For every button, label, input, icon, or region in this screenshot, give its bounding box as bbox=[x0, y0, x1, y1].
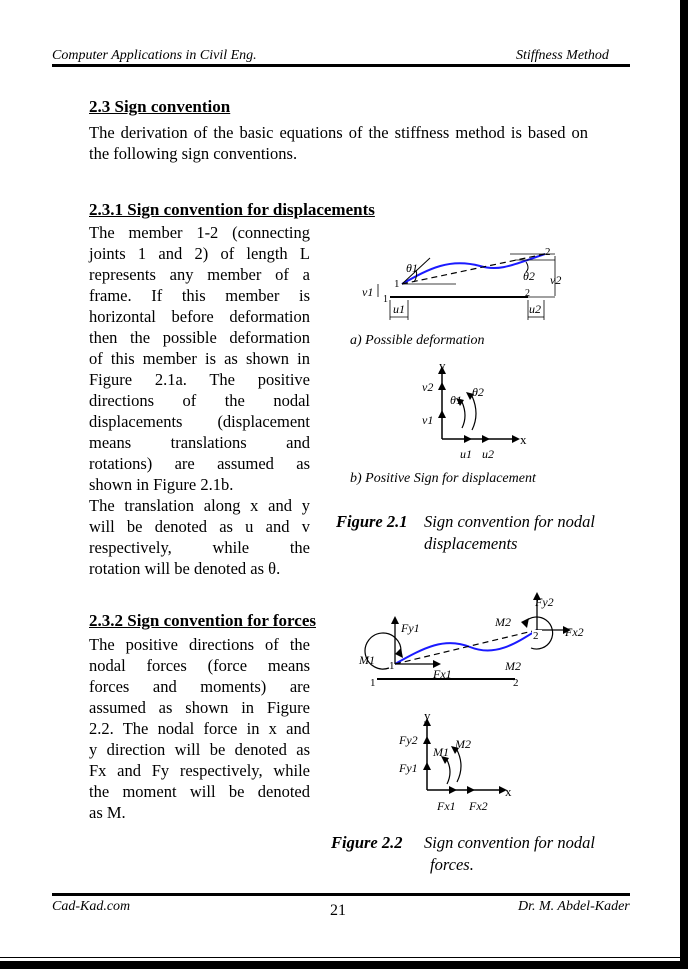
label-u2: u2 bbox=[529, 302, 541, 316]
label-fy2: Fy2 bbox=[399, 733, 418, 747]
header-rule bbox=[52, 64, 630, 67]
label-theta2: θ2 bbox=[472, 385, 484, 399]
displacements-line: joints 1 and 2) of length L bbox=[89, 244, 310, 263]
forces-line: nodal forces (force means bbox=[89, 656, 310, 675]
forces-line: assumed as shown in Figure bbox=[89, 698, 310, 717]
figure-2-2-sign-diagram bbox=[395, 710, 525, 815]
footer-rule bbox=[52, 893, 630, 896]
label-m2: M2 bbox=[455, 737, 471, 751]
forces-line: 2.2. The nodal force in x and bbox=[89, 719, 310, 738]
figure-2-2-text-2: forces. bbox=[430, 855, 474, 874]
caption-a: a) Possible deformation bbox=[350, 333, 485, 348]
displacements-line: respectively, while the bbox=[89, 538, 310, 557]
label-y: y bbox=[439, 362, 446, 373]
figure-2-1-label: Figure 2.1 bbox=[336, 512, 408, 531]
label-v2: v2 bbox=[550, 273, 562, 287]
label-u1: u1 bbox=[460, 447, 472, 461]
page-edge-line bbox=[0, 957, 688, 958]
label-fy2: Fy2 bbox=[535, 595, 554, 609]
forces-line: The positive directions of the bbox=[89, 635, 310, 654]
displacements-paragraph bbox=[89, 222, 310, 579]
page-number: 21 bbox=[330, 902, 346, 919]
displacements-title: 2.3.1 Sign convention for displacements bbox=[89, 200, 375, 219]
displacements-line: then the possible deformation bbox=[89, 328, 310, 347]
displacements-line: of this member is as shown in bbox=[89, 349, 310, 368]
header-left: Computer Applications in Civil Eng. bbox=[52, 48, 257, 63]
displacements-line: means translations and bbox=[89, 433, 310, 452]
figure-2-2-text-1: Sign convention for nodal bbox=[424, 833, 595, 852]
page-edge bbox=[0, 961, 688, 969]
footer-left: Cad-Kad.com bbox=[52, 899, 131, 914]
forces-line: y direction will be denoted as bbox=[89, 740, 310, 759]
label-u1: u1 bbox=[393, 302, 405, 316]
displacements-line: shown in Figure 2.1b. bbox=[89, 475, 234, 494]
label-fx1: Fx1 bbox=[433, 667, 452, 681]
label-x: x bbox=[505, 784, 512, 799]
label-v1: v1 bbox=[422, 413, 434, 427]
label-node-1: 1 bbox=[394, 278, 400, 290]
label-u2: u2 bbox=[482, 447, 494, 461]
displacements-line: will be denoted as u and v bbox=[89, 517, 310, 536]
label-m2-lower: M2 bbox=[505, 659, 521, 673]
displacements-line: The member 1-2 (connecting bbox=[89, 223, 310, 242]
label-fy1: Fy1 bbox=[399, 761, 418, 775]
figure-2-2-force-diagram bbox=[355, 592, 595, 692]
label-v1: v1 bbox=[362, 285, 374, 299]
displacements-line: rotation will be denoted as θ. bbox=[89, 559, 281, 578]
label-m1: M1 bbox=[359, 653, 375, 667]
page-edge bbox=[680, 0, 688, 969]
displacements-line: horizontal before deformation bbox=[89, 307, 310, 326]
label-v2: v2 bbox=[422, 380, 434, 394]
displacements-line: represents any member of a bbox=[89, 265, 310, 284]
label-m1: M1 bbox=[433, 745, 449, 759]
label-theta2: θ2 bbox=[523, 269, 535, 283]
header-right: Stiffness Method bbox=[516, 48, 609, 63]
displacements-line: rotations) are assumed as bbox=[89, 454, 310, 473]
label-m2: M2 bbox=[495, 615, 511, 629]
forces-paragraph bbox=[89, 634, 310, 823]
label-node-2-undeformed: 2 bbox=[513, 677, 519, 689]
footer-right: Dr. M. Abdel-Kader bbox=[518, 899, 630, 914]
figure-2-2-caption bbox=[331, 832, 403, 854]
label-theta1: θ1 bbox=[406, 261, 418, 275]
displacements-line: frame. If this member is bbox=[89, 286, 310, 305]
label-fy1: Fy1 bbox=[401, 621, 420, 635]
label-x: x bbox=[520, 432, 527, 447]
forces-line: the moment will be denoted bbox=[89, 782, 310, 801]
label-node-2: 2 bbox=[533, 630, 539, 642]
section-title: 2.3 Sign convention bbox=[89, 97, 231, 116]
forces-line: forces and moments) are bbox=[89, 677, 310, 696]
displacements-line: directions of the nodal bbox=[89, 391, 310, 410]
figure-2-1b-diagram bbox=[410, 362, 540, 462]
displacements-line: displacements (displacement bbox=[89, 412, 310, 431]
label-theta1: θ1 bbox=[450, 393, 462, 407]
forces-line: Fx and Fy respectively, while bbox=[89, 761, 310, 780]
figure-2-1-text-2: displacements bbox=[424, 534, 518, 553]
label-fx1: Fx1 bbox=[437, 799, 456, 813]
label-y: y bbox=[424, 710, 431, 723]
label-node-2-undeformed: 2 bbox=[525, 288, 530, 299]
figure-2-1-text-1: Sign convention for nodal bbox=[424, 512, 595, 531]
label-fx2: Fx2 bbox=[469, 799, 488, 813]
label-fx2: Fx2 bbox=[565, 625, 584, 639]
caption-b: b) Positive Sign for displacement bbox=[350, 471, 536, 486]
label-node-1: 1 bbox=[389, 660, 395, 672]
displacements-line: The translation along x and y bbox=[89, 496, 310, 515]
figure-2-1a-diagram bbox=[350, 240, 590, 325]
label-node-2: 2 bbox=[545, 246, 551, 258]
displacements-line: Figure 2.1a. The positive bbox=[89, 370, 310, 389]
section-intro: The derivation of the basic equations of the stiffness method is based on the following sign conventions. bbox=[89, 123, 588, 163]
figure-2-2-label: Figure 2.2 bbox=[331, 833, 403, 852]
label-node-1-undeformed: 1 bbox=[383, 294, 388, 305]
label-node-1-undeformed: 1 bbox=[370, 677, 376, 689]
forces-line: as M. bbox=[89, 803, 126, 822]
forces-title: 2.3.2 Sign convention for forces bbox=[89, 611, 316, 630]
figure-2-1-caption bbox=[336, 511, 408, 533]
